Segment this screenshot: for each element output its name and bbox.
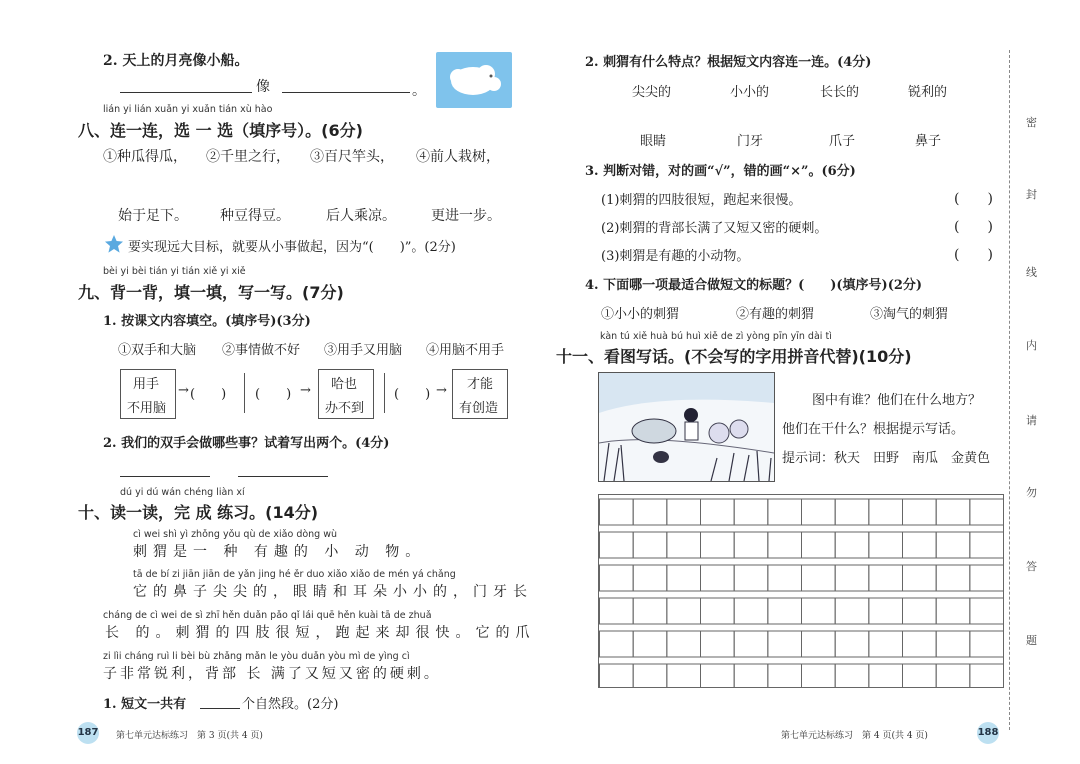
s9-opt-2: ②事情做不好	[222, 343, 301, 358]
grid-cell	[903, 532, 937, 558]
hint-words: 提示词：秋天 田野 南瓜 金黄色	[782, 451, 991, 466]
grid-cell	[835, 598, 869, 624]
margin-char: 题	[1026, 634, 1037, 647]
footer-left: 第七单元达标练习 第 3 页(共 4 页)	[116, 731, 263, 741]
title-opt-1: ①小小的刺猬	[601, 307, 680, 322]
s10-q1-start: 1. 短文一共有	[103, 697, 187, 712]
star-question: 要实现远大目标，就要从小事做起，因为“( )”。(2分)	[128, 240, 456, 255]
period: 。	[412, 83, 426, 99]
blank-1[interactable]	[120, 92, 252, 93]
paragraph-count-blank[interactable]	[200, 708, 240, 709]
s11-pinyin: kàn tú xiě huà bú huì xiě de zì yòng pīn yīn dài tì	[600, 331, 832, 342]
flow-box-3: 才能 有创造	[452, 369, 508, 419]
trait-2: 小小的	[730, 85, 770, 100]
grid-cell	[701, 664, 735, 687]
s8-title: 八、连一连，选 一 选（填序号）。(6分)	[78, 121, 363, 140]
trait-1: 尖尖的	[632, 85, 672, 100]
grid-cell	[802, 532, 836, 558]
grid-cell	[701, 499, 735, 525]
passage-line-4: 子非常锐利，背部 长 满了又短又密的硬刺。	[103, 666, 441, 682]
blank-2[interactable]	[282, 92, 410, 93]
grid-cell	[701, 631, 735, 657]
grid-cell	[869, 499, 903, 525]
prompt-1: 图中有谁？他们在什么地方？	[812, 393, 982, 408]
arrow-2: →	[300, 383, 311, 398]
r-q2: 2. 刺猬有什么特点？根据短文内容连一连。(4分)	[585, 55, 872, 70]
margin-char: 密	[1026, 116, 1037, 129]
grid-cell	[633, 631, 667, 657]
grid-cell	[667, 598, 701, 624]
grid-cell	[633, 532, 667, 558]
grid-cell	[869, 631, 903, 657]
margin-char: 答	[1026, 560, 1037, 573]
s10-title: 十、读一读，完 成 练习。(14分)	[78, 503, 319, 522]
grid-cell	[633, 598, 667, 624]
s9-q1: 1. 按课文内容填空。(填序号)(3分)	[103, 314, 311, 329]
divider	[384, 373, 385, 413]
grid-cell	[768, 532, 802, 558]
grid-cell	[835, 664, 869, 687]
s8-pinyin: lián yi lián xuǎn yi xuǎn tián xù hào	[103, 104, 273, 115]
sheep-cloud-image	[436, 52, 512, 108]
tf-item-3: (3)刺猬是有趣的小动物。	[601, 249, 750, 264]
grid-cell	[600, 499, 634, 525]
grid-cell	[768, 565, 802, 591]
grid-cell	[970, 664, 1003, 687]
grid-cell	[701, 532, 735, 558]
s10-q1-end: 个自然段。(2分)	[242, 697, 339, 712]
writing-grid-lines	[599, 495, 1003, 687]
grid-cell	[600, 532, 634, 558]
flow-box-2: 哈也 办不到	[318, 369, 374, 419]
s8-ending-4: 更进一步。	[431, 208, 501, 224]
part-4: 鼻子	[915, 134, 942, 149]
s9-opt-1: ①双手和大脑	[118, 343, 197, 358]
divider	[244, 373, 245, 413]
grid-cell	[869, 565, 903, 591]
grid-cell	[936, 532, 970, 558]
picture-children-pumpkin	[598, 372, 775, 482]
grid-cell	[701, 565, 735, 591]
passage-line-1: 刺猬是一 种 有趣的 小 动 物。	[133, 544, 426, 560]
grid-cell	[600, 631, 634, 657]
grid-cell	[768, 631, 802, 657]
grid-cell	[768, 598, 802, 624]
grid-cell	[734, 598, 768, 624]
passage-pinyin-2: tā de bí zi jiān jiān de yǎn jing hé ěr duo xiǎo xiǎo de mén yá chǎng	[133, 569, 456, 580]
grid-cell	[903, 664, 937, 687]
binding-line	[1009, 50, 1010, 730]
grid-cell	[600, 598, 634, 624]
part-2: 门牙	[737, 134, 764, 149]
passage-line-3: 长 的。刺猬的四肢很短，跑起来却很快。它的爪	[105, 625, 536, 641]
tf-paren-2[interactable]: ( )	[954, 219, 993, 235]
grid-cell	[701, 598, 735, 624]
grid-cell	[734, 631, 768, 657]
grid-cell	[869, 532, 903, 558]
passage-pinyin-1: cì wei shì yì zhǒng yǒu qù de xiǎo dòng wù	[133, 529, 338, 540]
flow-paren-2[interactable]: ( )	[255, 387, 292, 402]
title-opt-3: ③淘气的刺猬	[870, 307, 949, 322]
part-3: 爪子	[829, 134, 856, 149]
passage-line-2: 它的鼻子尖尖的，眼睛和耳朵小小的，门牙长	[133, 584, 533, 600]
r-q4: 4. 下面哪一项最适合做短文的标题？( )(填序号)(2分)	[585, 278, 923, 293]
s8-ending-3: 后人乘凉。	[326, 208, 396, 224]
r-q3: 3. 判断对错，对的画“√”，错的画“×”。(6分)	[585, 164, 856, 179]
grid-cell	[970, 631, 1003, 657]
passage-pinyin-3: cháng de cì wei de sì zhī hěn duǎn pǎo qǐ lái quē hěn kuài tā de zhuǎ	[103, 610, 432, 621]
s9-opt-4: ④用脑不用手	[426, 343, 505, 358]
grid-cell	[903, 598, 937, 624]
writing-grid[interactable]	[598, 494, 1004, 688]
grid-cell	[667, 565, 701, 591]
title-opt-2: ②有趣的刺猬	[736, 307, 815, 322]
grid-cell	[936, 499, 970, 525]
s9-pinyin: bèi yi bèi tián yi tián xiě yi xiě	[103, 266, 246, 277]
answer-line-1[interactable]	[120, 476, 210, 477]
grid-cell	[802, 598, 836, 624]
arrow-3: →	[436, 383, 447, 398]
flow-box-1: 用手 不用脑	[120, 369, 176, 419]
margin-char: 封	[1026, 188, 1037, 201]
tf-item-2: (2)刺猬的背部长满了又短又密的硬刺。	[601, 221, 828, 236]
grid-cell	[633, 664, 667, 687]
grid-cell	[600, 565, 634, 591]
grid-cell	[734, 499, 768, 525]
grid-cell	[970, 499, 1003, 525]
grid-cell	[936, 565, 970, 591]
grid-cell	[835, 499, 869, 525]
trait-4: 锐利的	[908, 85, 948, 100]
s11-title: 十一、看图写话。(不会写的字用拼音代替)(10分)	[556, 347, 912, 366]
grid-cell	[970, 565, 1003, 591]
s8-item-2: ②千里之行，	[206, 149, 290, 165]
grid-cell	[667, 631, 701, 657]
grid-cell	[633, 499, 667, 525]
like-word: 像	[256, 79, 270, 95]
margin-char: 勿	[1026, 486, 1037, 499]
grid-cell	[835, 631, 869, 657]
s8-item-3: ③百尺竿头，	[310, 149, 394, 165]
flow-paren-3[interactable]: ( )	[394, 387, 431, 402]
grid-cell	[734, 532, 768, 558]
s9-opt-3: ③用手又用脑	[324, 343, 403, 358]
s8-ending-2: 种豆得豆。	[220, 208, 290, 224]
grid-cell	[600, 664, 634, 687]
flow-paren-1[interactable]: ( )	[190, 387, 227, 402]
trait-3: 长长的	[820, 85, 860, 100]
grid-cell	[869, 664, 903, 687]
grid-cell	[869, 598, 903, 624]
footer-right: 第七单元达标练习 第 4 页(共 4 页)	[781, 731, 928, 741]
tf-paren-3[interactable]: ( )	[954, 247, 993, 263]
s9-title: 九、背一背，填一填，写一写。(7分)	[78, 283, 344, 302]
grid-cell	[802, 565, 836, 591]
grid-cell	[903, 631, 937, 657]
grid-cell	[835, 565, 869, 591]
margin-char: 内	[1026, 339, 1037, 352]
grid-cell	[970, 598, 1003, 624]
tf-paren-1[interactable]: ( )	[954, 191, 993, 207]
grid-cell	[903, 499, 937, 525]
grid-cell	[734, 664, 768, 687]
q2-moon: 2. 天上的月亮像小船。	[103, 53, 249, 69]
grid-cell	[667, 499, 701, 525]
grid-cell	[734, 565, 768, 591]
grid-cell	[667, 532, 701, 558]
s8-item-1: ①种瓜得瓜，	[103, 149, 187, 165]
margin-char: 请	[1026, 414, 1037, 427]
prompt-2: 他们在干什么？根据提示写话。	[782, 422, 965, 437]
s8-item-4: ④前人栽树，	[416, 149, 500, 165]
grid-cell	[633, 565, 667, 591]
answer-line-2[interactable]	[238, 476, 328, 477]
passage-pinyin-4: zi lìi cháng ruì li bèi bù zhǎng mǎn le yòu duǎn yòu mì de yìng cì	[103, 651, 410, 662]
s9-q2: 2. 我们的双手会做哪些事？试着写出两个。(4分)	[103, 436, 390, 451]
part-1: 眼睛	[640, 134, 667, 149]
s8-ending-1: 始于足下。	[118, 208, 188, 224]
tf-item-1: (1)刺猬的四肢很短，跑起来很慢。	[601, 193, 802, 208]
grid-cell	[936, 664, 970, 687]
grid-cell	[936, 598, 970, 624]
grid-cell	[802, 664, 836, 687]
grid-cell	[768, 664, 802, 687]
grid-cell	[667, 664, 701, 687]
page-number-left: 187	[77, 722, 99, 744]
grid-cell	[768, 499, 802, 525]
star-icon	[104, 234, 124, 254]
grid-cell	[903, 565, 937, 591]
grid-cell	[802, 631, 836, 657]
grid-cell	[970, 532, 1003, 558]
grid-cell	[936, 631, 970, 657]
margin-char: 线	[1026, 266, 1037, 279]
page-number-right: 188	[977, 722, 999, 744]
grid-cell	[835, 532, 869, 558]
s10-pinyin: dú yi dú wán chéng liàn xí	[120, 487, 245, 498]
arrow-1: →	[178, 383, 189, 398]
grid-cell	[802, 499, 836, 525]
